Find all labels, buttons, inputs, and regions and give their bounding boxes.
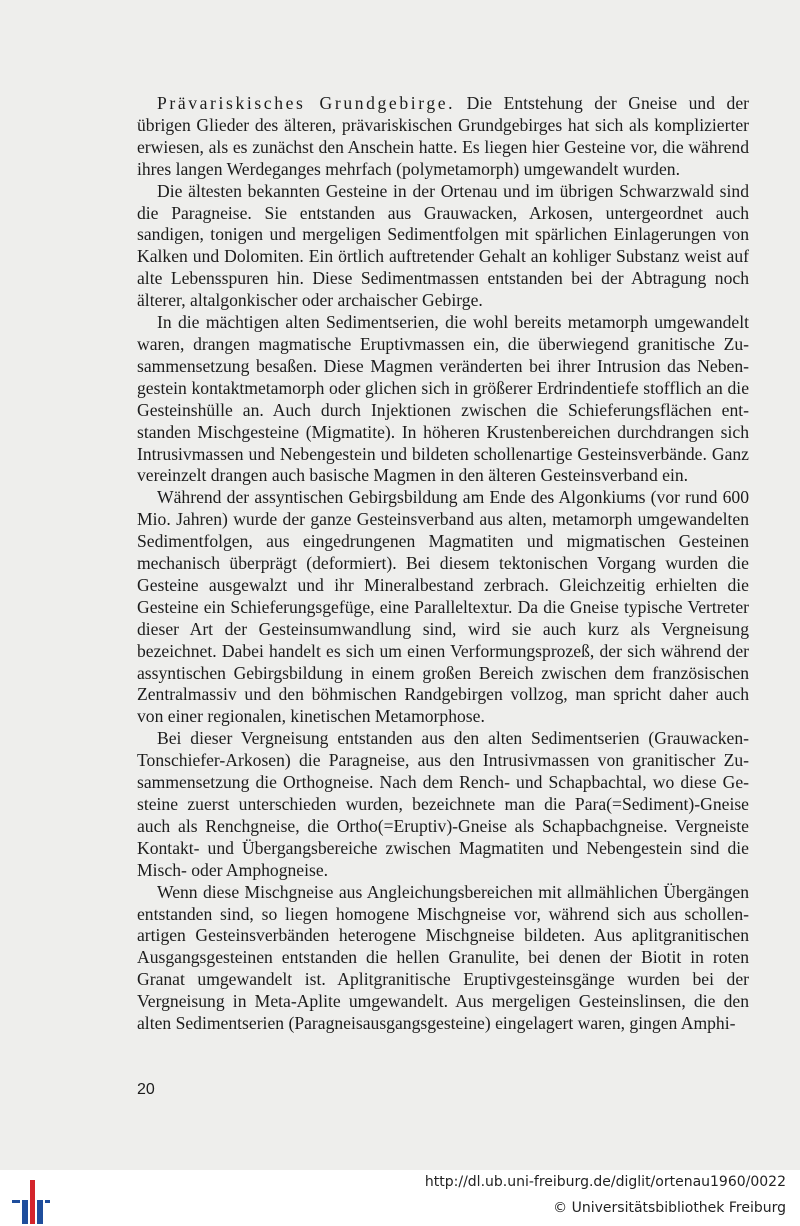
section-heading: Prävariskisches Grundgebirge. (157, 93, 456, 113)
page-number: 20 (137, 1081, 155, 1098)
body-text (137, 93, 749, 1035)
copyright-text: © Universitätsbibliothek Freiburg (553, 1200, 786, 1216)
paragraph-1: Prävariskisches Grundgebirge. Die Entstehung der Gneise und der übrigen Glieder des älteren, prävariskischen Grundgebirges hat sich als komplizierter erwiesen, als es zunächst den Anschein hatte. Es liegen hier Gesteine vor, die während ihres langen Werdeganges mehrfach (polymetamorph) umgewandelt wurden. (137, 93, 749, 179)
source-url-link[interactable]: http://dl.ub.uni-freiburg.de/diglit/ortenau1960/0022 (424, 1174, 786, 1190)
footer-bar (0, 1170, 800, 1226)
paragraph-4: Während der assyntischen Gebirgsbildung am Ende des Algonkiums (vor rund 600 Mio. Jahren) wurde der ganze Gesteinsverband aus alten, metamorph umgewandelten Sedimentfolgen, aus eingedrungenen Magmatiten und migmatischen Gesteinen mechanisch überprägt (deformiert). Bei diesem tektonischen Vorgang wurden die Gesteine ausgewalzt und ihr Mineralbestand zerbrach. Gleichzeitig erhielten die Gesteine ein Schieferungsgefüge, eine Paralleltextur. Da die Gneise typische Vertreter dieser Art der Gesteinsumwandlung sind, wird sie auch kurz als Vergneisung bezeichnet. Dabei handelt es sich um einen Verformungsprozeß, der sich während der assyntischen Gebirgsbildung in einem großen Bereich zwischen dem französischen Zentralmassiv und den böhmischen Randgebirgen vollzog, man spricht daher auch von einer regionalen, kinetischen Metamorphose. (137, 487, 749, 727)
paragraph-3: In die mächtigen alten Sedimentserien, die wohl bereits metamorph umgewandelt waren, drangen magmatische Eruptivmassen ein, die überwiegend granitische Zusammensetzung besaßen. Diese Magmen veränderten bei ihrer Intrusion das Nebengestein kontaktmetamorph oder glichen sich in größerer Erdrindentiefe stofflich an die Gesteinshülle an. Auch durch Injektionen zwischen die Schieferungsflächen entstanden Mischgesteine (Migmatite). In höheren Krustenbereichen durchdrangen sich Intrusivmassen und Nebengestein und bildeten schollenartige Gesteinsverbände. Ganz vereinzelt drangen auch basische Magmen in den älteren Gesteinsverband ein. (137, 312, 749, 486)
paragraph-6: Wenn diese Mischgneise aus Angleichungsbereichen mit allmählichen Übergängen entstanden sind, so liegen homogene Mischgneise vor, während sich aus schollenartigen Gesteinsverbänden heterogene Mischgneise bildeten. Aus aplitgranitischen Ausgangsgesteinen entstanden die hellen Granulite, bei denen der Biotit in roten Granat umgewandelt ist. Aplitgranitische Eruptivgesteinsgänge wurden bei der Vergneisung in Meta-Aplite umgewandelt. Aus mergeligen Gesteinslinsen, die den alten Sedimentserien (Paragneisausgangsgesteine) eingelagert waren, gingen Amphi- (137, 881, 749, 1034)
paragraph-5: Bei dieser Vergneisung entstanden aus den alten Sedimentserien (Grauwacken-Tonschiefer-Arkosen) die Paragneise, aus den Intrusivmassen von granitischer Zusammensetzung die Orthogneise. Nach dem Rench- und Schapbachtal, wo diese Gesteine zuerst unterschieden wurden, bezeichnete man die Para(=Sediment)-Gneise auch als Renchgneise, die Ortho(=Eruptiv)-Gneise als Schapbachgneise. Vergneiste Kontakt- und Übergangsbereiche zwischen Magmatiten und Nebengestein sind die Misch- oder Amphogneise. (137, 728, 749, 880)
library-logo-icon (12, 1180, 50, 1224)
paragraph-2: Die ältesten bekannten Gesteine in der Ortenau und im übrigen Schwarzwald sind die Paragneise. Sie entstanden aus Grauwacken, Arkosen, untergeordnet auch sandigen, tonigen und mergeligen Sedimentfolgen mit spärlichen Einlagerungen von Kalken und Dolomiten. Ein örtlich auftretender Gehalt an kohliger Substanz weist auf alte Lebensspuren hin. Diese Sedimentmassen entstanden bei der Abtragung noch älterer, altalgonkischer oder archaischer Gebirge. (137, 180, 749, 311)
